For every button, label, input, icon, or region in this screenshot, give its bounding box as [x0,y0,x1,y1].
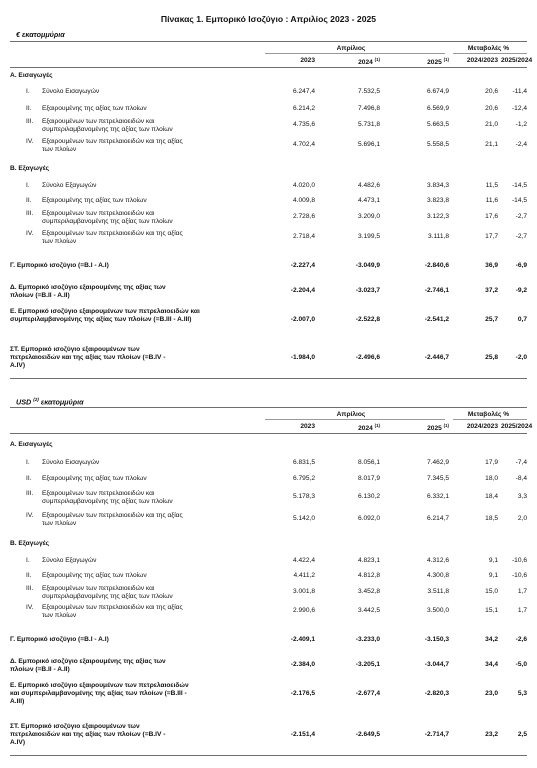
header-2023: 2023 [300,57,315,64]
header-group-change: Μεταβολές % [467,411,510,418]
section-usd-header [10,408,533,434]
header-2023: 2023 [300,423,315,430]
header-group-month: Απρίλιος [336,45,366,52]
section-eur-unit-bar [10,30,527,42]
section-usd-unit-bar [10,396,527,408]
section-usd-unit: USD $^{(2)}$ εκατομμύρια [16,397,84,407]
header-2025: 2025 $^{(1)}$ [427,423,449,433]
section-usd: USD $^{(2)}$ εκατομμύρια Απρίλιος Μεταβολές % 2023 2024 $^{(1)}$ 2025 $^{(1)}$ 2024/2023 2025/2024 Α. Εισαγωγές I. Σύνολο Εισαγωγών 6.831,5 8.056,1 7.462,9 17,9 -7,4 II. Εξαιρουμένης της αξίας των πλοίων 6.795,2 8.017,9 7.345,5 18,0 -8,4 III. Εξαιρουμένων των πετρελαιοειδών και συμπεριλαμβανομένης της αξίας των πλοίων 5.178,3 6.130,2 6.332,1 18,4 3,3 IV. Εξαιρουμένων των πετρελαιοειδών και της αξίας των πλοίων 5.142,0 6.092,0 6.214,7 18,5 2,0 Β. Εξαγωγές I. Σύνολο Εξαγωγών 4.422,4 4.823,1 4.312,6 9,1 -10,6 II. Εξαιρουμένης της αξίας των πλοίων 4.411,2 4.812,8 4.300,8 9,1 -10,6 III. Εξαιρουμένων των πετρελαιοειδών και συμπεριλαμβανομένης της αξίας των πλοίων 3.001,8 3.452,8 3.511,8 15,0 1,7 IV. Εξαιρουμένων των πετρελαιοειδών και της αξίας των πλοίων 2.990,6 3.442,5 3.500,0 15,1 1,7 Γ. Εμπορικό ισοζύγιο (=Β.Ι - Α.Ι) -2.409,1 -3.233,0 -3.150,3 34,2 -2,6 Δ. Εμπορικό ισοζύγιο εξαιρουμένης της αξίας των πλοίων (=Β.ΙΙ - Α.ΙΙ) -2.384,0 -3.205,1 -3.044,7 34,4 -5,0 Ε. Εμπορικό ισοζύγιο εξαιρουμένων των πετρελαιοειδών και συμπεριλαμβανομένης της αξίας των πλοίων (=Β.ΙΙΙ - Α.ΙΙΙ) -2.176,5 -2.677,4 -2.820,3 23,0 5,3 ΣΤ. Εμπορικό ισοζύγιο εξαιρουμένων των πετρελαιοειδών και της αξίας των πλοίων (=Β.ΙV - Α.ΙV) -2.151,4 -2.649,5 -2.714,7 23,2 2,5 [10,396,527,434]
header-ch1: 2024/2023 [466,57,498,64]
section-eur-header [10,42,533,68]
header-ch1: 2024/2023 [466,423,498,430]
section-eur: € εκατομμύρια Απρίλιος Μεταβολές % 2023 2024 $^{(1)}$ 2025 $^{(1)}$ 2024/2023 2025/2024 Α. Εισαγωγές I. Σύνολο Εισαγωγών 6.247,4 7.532,5 6.674,9 20,6 -11,4 II. Εξαιρουμένης της αξίας των πλοίων 6.214,2 7.496,8 6.569,9 20,6 -12,4 III. Εξαιρουμένων των πετρελαιοειδών και συμπεριλαμβανομένης της αξίας των πλοίων 4.735,6 5.731,8 5.663,5 21,0 -1,2 IV. Εξαιρουμένων των πετρελαιοειδών και της αξίας των πλοίων 4.702,4 5.696,1 5.558,5 21,1 -2,4 Β. Εξαγωγές I. Σύνολο Εξαγωγών 4.020,0 4.482,6 3.834,3 11,5 -14,5 II. Εξαιρουμένης της αξίας των πλοίων 4.009,8 4.473,1 3.823,8 11,6 -14,5 III. Εξαιρουμένων των πετρελαιοειδών και συμπεριλαμβανομένης της αξίας των πλοίων 2.728,6 3.209,0 3.122,3 17,6 -2,7 IV. Εξαιρουμένων των πετρελαιοειδών και της αξίας των πλοίων 2.718,4 3.199,5 3.111,8 17,7 -2,7 Γ. Εμπορικό ισοζύγιο (=Β.Ι - Α.Ι) -2.227,4 -3.049,9 -2.840,6 36,9 -6,9 Δ. Εμπορικό ισοζύγιο εξαιρουμένης της αξίας των πλοίων (=Β.ΙΙ - Α.ΙΙ) -2.204,4 -3.023,7 -2.746,1 37,2 -9,2 Ε. Εμπορικό ισοζύγιο εξαιρουμένων των πετρελαιοειδών και συμπεριλαμβανομένης της αξίας των πλοίων (=Β.ΙΙΙ - Α.ΙΙΙ) -2.007,0 -2.522,8 -2.541,2 25,7 0,7 ΣΤ. Εμπορικό ισοζύγιο εξαιρουμένων των πετρελαιοειδών και της αξίας των πλοίων (=Β.ΙV - Α.ΙV) -1.984,0 -2.496,6 -2.446,7 25,8 -2,0 [10,30,527,68]
header-ch2: 2025/2024 [501,57,533,64]
header-2025: 2025 $^{(1)}$ [427,57,449,67]
header-2024: 2024 $^{(1)}$ [358,57,380,67]
header-group-month: Απρίλιος [336,411,366,418]
header-ch2: 2025/2024 [501,423,533,430]
section-eur-unit: € εκατομμύρια [16,30,65,39]
header-2024: 2024 $^{(1)}$ [358,423,380,433]
table-title: Πίνακας 1. Εμπορικό Ισοζύγιο : Απριλίος 2023 - 2025 [160,14,377,24]
header-group-change: Μεταβολές % [467,45,510,52]
